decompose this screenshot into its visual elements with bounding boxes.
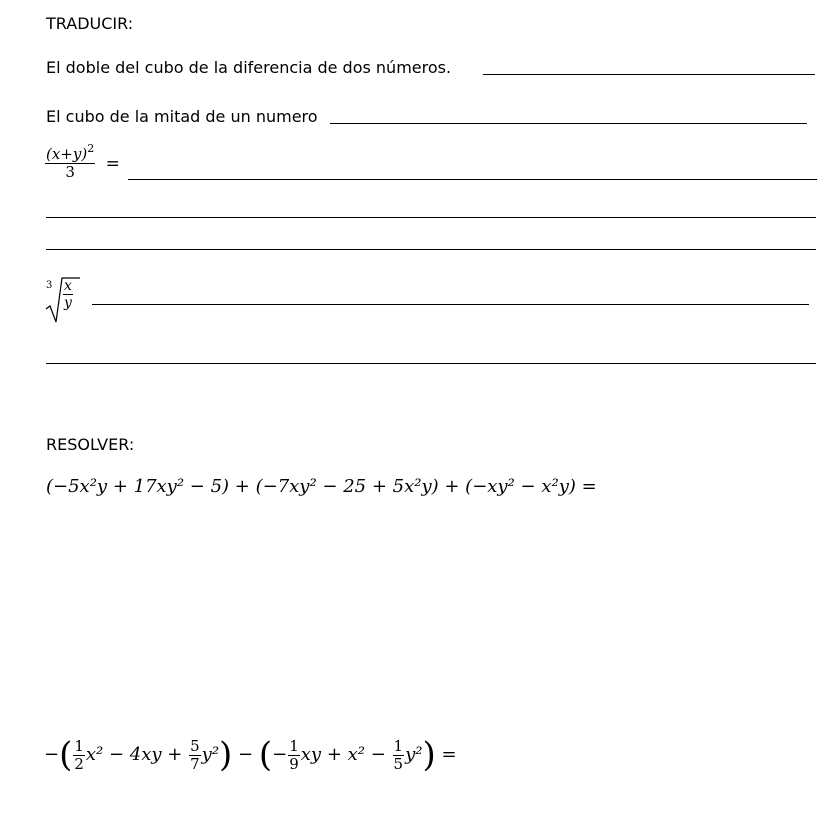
right-paren: ) [219,735,233,775]
item3-answer-line-2[interactable] [46,217,816,218]
item1-text: El doble del cubo de la diferencia de dos números. [46,58,452,77]
item1-answer-line[interactable] [483,74,815,75]
item3-answer-line[interactable] [128,179,817,180]
resolver-heading: RESOLVER: [46,435,135,454]
expr2-term-4: xy + x² − [300,744,386,765]
item2-text: El cubo de la mitad de un numero [46,107,318,126]
expr2-term-3: − [272,744,288,765]
traducir-heading: TRADUCIR: [46,14,134,33]
expr2-fraction-3: $\frac{1}{9}$ [289,736,299,773]
expr2-term-2: y² [201,744,220,765]
expr2-fraction-2: $\frac{5}{7}$ [190,736,200,773]
item4-numerator: x [64,278,72,294]
expr2-term-5: y² [405,744,423,765]
item3-numerator: $(x+y)^2$ [46,142,95,163]
left-paren-2: ( [258,735,273,775]
expr2-lead-minus: − [44,744,60,765]
expr2-equals: = [441,744,457,765]
item3-denominator: 3 [45,163,95,181]
expr2-fraction-1: $\frac{1}{2}$ [74,736,84,773]
item3-fraction [45,142,95,181]
item4-expression [44,276,84,324]
resolver-expression-2 [44,730,457,780]
resolver-expression-1: (−5x²y + 17xy² − 5) + (−7xy² − 25 + 5x²y) + (−xy² − x²y) = [46,476,597,497]
expr2-fraction-4: $\frac{1}{5}$ [393,736,404,773]
left-paren: ( [59,735,73,775]
expr2-mid-minus: − [238,744,254,765]
item4-answer-line[interactable] [92,304,809,305]
item3-answer-line-3[interactable] [46,249,816,250]
item4-denominator: y [64,295,72,311]
item3-expression [44,142,120,181]
item4-root-index: 3 [46,280,53,291]
item2-answer-line[interactable] [330,123,807,124]
item4-answer-line-2[interactable] [46,363,816,364]
expr2-term-1: x² − 4xy + [85,744,183,765]
item3-equals: = [105,153,120,174]
item4-fraction [63,279,73,312]
right-paren-2: ) [422,735,436,775]
